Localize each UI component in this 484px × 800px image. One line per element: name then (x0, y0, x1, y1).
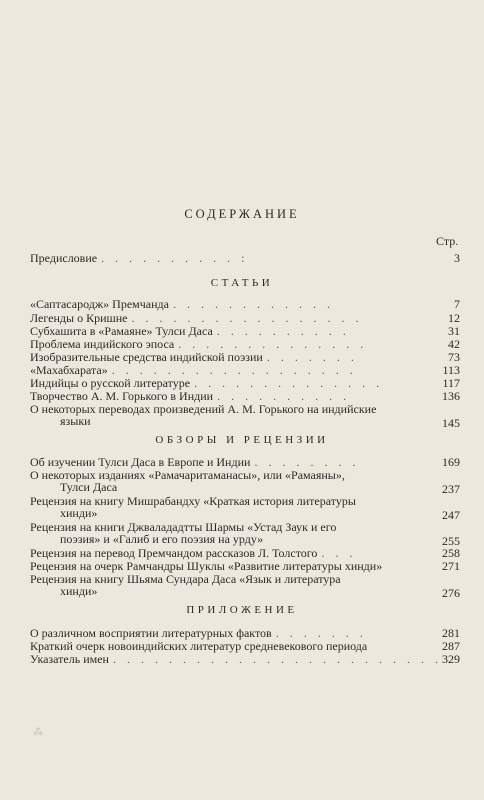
toc-entry[interactable]: Рецензия на книгу Шьяма Сундара Даса «Язык и литература хинди» 276 (30, 572, 460, 600)
toc-entry[interactable]: О некоторых изданиях «Рамачаритаманасы», или «Рамаяны», Тулси Даса 237 (30, 468, 460, 496)
toc-entry[interactable]: Рецензия на перевод Премчандом рассказов Л. Толстого . . . 258 (30, 546, 460, 560)
toc-entry[interactable]: О различном восприятии литературных фактов . . . . . . . 281 (30, 626, 460, 640)
toc-entry[interactable]: Изобразительные средства индийской поэзии . . . . . . . 73 (30, 350, 460, 364)
toc-entry-title: Предисловие (30, 251, 98, 265)
toc-entry[interactable]: Проблема индийского эпоса . . . . . . . . . . . . . . 42 (30, 337, 460, 351)
toc-entry-preface[interactable]: Предисловие . . . . . . . . . . : 3 (30, 251, 460, 265)
toc-entry[interactable]: Субхашита в «Рамаяне» Тулси Даса . . . . . . . . . . 31 (30, 324, 460, 338)
toc-entry-page: 3 (454, 251, 460, 265)
toc-entry[interactable]: Об изучении Тулси Даса в Европе и Индии . . . . . . . . 169 (30, 455, 460, 469)
page-column-label: Стр. (436, 234, 459, 248)
toc-entry[interactable]: Рецензия на книгу Мишрабандху «Краткая история литературы хинди» 247 (30, 494, 460, 522)
toc-entry[interactable]: Творчество А. М. Горького в Индии . . . . . . . . . . 136 (30, 389, 460, 403)
section-heading-reviews: ОБЗОРЫ И РЕЦЕНЗИИ (155, 434, 329, 446)
toc-entry[interactable]: О некоторых переводах произведений А. М. Горького на индийские языки 145 (30, 402, 460, 430)
toc-entry[interactable]: «Махабхарата» . . . . . . . . . . . . . . . . . . 113 (30, 363, 460, 377)
toc-entry[interactable]: Рецензия на очерк Рамчандры Шуклы «Развитие литературы хинди» 271 (30, 559, 460, 573)
section-heading-articles: СТАТЬИ (210, 277, 274, 289)
toc-entry[interactable]: Легенды о Кришне . . . . . . . . . . . . . . . . . 12 (30, 311, 460, 325)
toc-entry[interactable]: Рецензия на книги Джвалададтты Шармы «Устад Заук и его поэзия» и «Галиб и его поэзия на урду» 255 (30, 520, 460, 548)
toc-entry[interactable]: Индийцы о русской литературе . . . . . . . . . . . . . . 117 (30, 376, 460, 390)
toc-entry[interactable]: «Саптасародж» Премчанда . . . . . . . . . . . . 7 (30, 297, 460, 311)
faint-stamp-mark: ⁂ (33, 727, 43, 738)
toc-entry[interactable]: Указатель имен . . . . . . . . . . . . . . . . . . . . . . . . 329 (30, 652, 460, 666)
section-heading-appendix: ПРИЛОЖЕНИЕ (186, 604, 298, 616)
toc-entry[interactable]: Краткий очерк новоиндийских литератур средневекового периода 287 (30, 639, 460, 653)
toc-title: СОДЕРЖАНИЕ (184, 207, 300, 221)
